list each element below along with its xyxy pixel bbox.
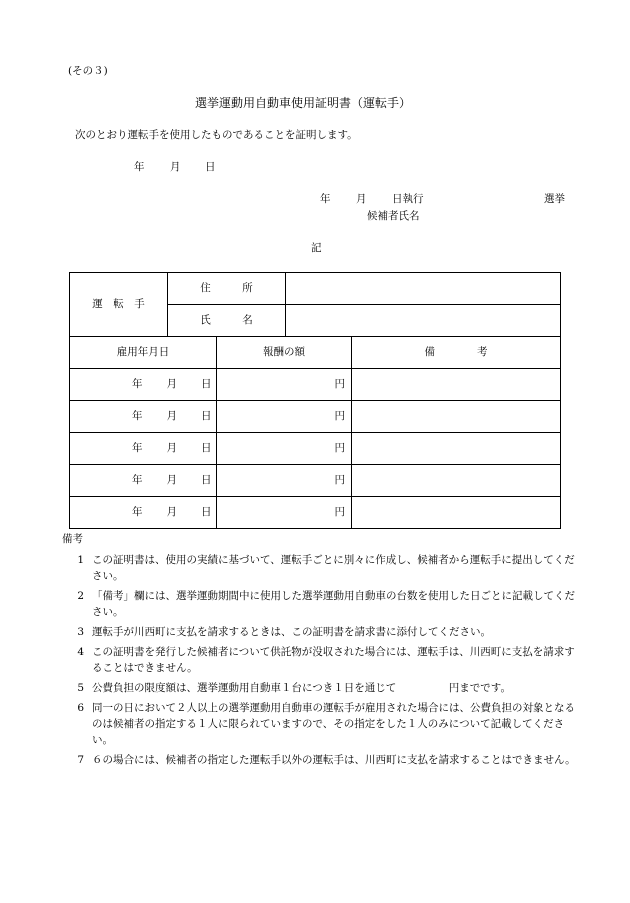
employment-date-cell[interactable] (70, 401, 217, 433)
remarks-cell[interactable] (352, 401, 561, 433)
note-item (62, 624, 582, 640)
document-title: 選挙運動用自動車使用証明書（運転手） (195, 96, 412, 110)
employment-date-cell[interactable] (70, 465, 217, 497)
remuneration-cell[interactable]: 円 (217, 369, 352, 401)
note-text: 「備考」欄には、選挙運動期間中に使用した選挙運動用自動車の台数を使用した日ごとに記載してください。 (92, 590, 575, 618)
note-item (62, 644, 582, 676)
note-text: 公費負担の限度額は、選挙運動用自動車１台につき１日を通じて 円までです。 (92, 682, 511, 694)
note-number: 3 (77, 626, 84, 638)
issue-month: 月 (170, 161, 181, 173)
driver-table (69, 272, 561, 337)
note-number: 7 (77, 754, 84, 766)
note-text: この証明書を発行した候補者について供託物が没収された場合には、運転手は、川西町に支払を請求することはできません。 (92, 646, 575, 674)
election-label: 選挙 (544, 193, 565, 205)
ki-mark: 記 (311, 242, 322, 254)
row-month: 月 (166, 506, 177, 519)
name-label: 氏 名 (168, 305, 286, 337)
name-field[interactable] (286, 305, 561, 337)
notes-heading: 備考 (62, 533, 83, 545)
remarks-cell[interactable] (352, 465, 561, 497)
note-text: 運転手が川西町に支払を請求するときは、この証明書を請求書に添付してください。 (92, 626, 491, 638)
employment-record-table (69, 336, 561, 529)
row-month: 月 (166, 474, 177, 487)
address-field[interactable] (286, 273, 561, 305)
row-month: 月 (166, 378, 177, 391)
note-item (62, 752, 582, 768)
note-item (62, 700, 582, 748)
row-month: 月 (166, 442, 177, 455)
remarks-cell[interactable] (352, 497, 561, 529)
table-row (70, 369, 561, 401)
table-row (70, 465, 561, 497)
row-year: 年 (132, 474, 143, 487)
certification-statement: 次のとおり運転手を使用したものであることを証明します。 (75, 129, 358, 141)
header-remarks: 備 考 (352, 337, 561, 369)
row-day: 日 (201, 506, 212, 519)
employment-date-cell[interactable] (70, 433, 217, 465)
candidate-name-label: 候補者氏名 (367, 210, 420, 222)
header-employment-date: 雇用年月日 (70, 337, 217, 369)
note-text: 同一の日において２人以上の選挙運動用自動車の運転手が雇用された場合には、公費負担の対象となるのは候補者の指定する１人に限られていますので、その指定をした１人のみについて記載してください。 (92, 702, 575, 746)
remuneration-cell[interactable]: 円 (217, 401, 352, 433)
note-number: 4 (77, 646, 84, 658)
remarks-cell[interactable] (352, 369, 561, 401)
table-row (70, 497, 561, 529)
driver-label: 運 転 手 (70, 273, 168, 337)
row-year: 年 (132, 442, 143, 455)
form-number: (その３) (68, 65, 108, 77)
election-year: 年 (320, 193, 331, 205)
employment-date-cell[interactable] (70, 497, 217, 529)
election-month: 月 (356, 193, 367, 205)
note-number: 2 (77, 590, 84, 602)
remuneration-cell[interactable]: 円 (217, 497, 352, 529)
row-day: 日 (201, 442, 212, 455)
remuneration-cell[interactable]: 円 (217, 433, 352, 465)
issue-year: 年 (134, 161, 145, 173)
row-month: 月 (166, 410, 177, 423)
row-year: 年 (132, 410, 143, 423)
note-item (62, 588, 582, 620)
note-text: ６の場合には、候補者の指定した運転手以外の運転手は、川西町に支払を請求することはできません。 (92, 754, 576, 766)
table-row (70, 433, 561, 465)
row-day: 日 (201, 474, 212, 487)
header-remuneration: 報酬の額 (217, 337, 352, 369)
row-year: 年 (132, 378, 143, 391)
note-number: 6 (77, 702, 84, 714)
election-day-executed: 日執行 (392, 193, 424, 205)
notes-section (62, 531, 582, 772)
note-text: この証明書は、使用の実績に基づいて、運転手ごとに別々に作成し、候補者から運転手に提出してください。 (92, 554, 575, 582)
row-day: 日 (201, 378, 212, 391)
remarks-cell[interactable] (352, 433, 561, 465)
employment-date-cell[interactable] (70, 369, 217, 401)
issue-day: 日 (205, 161, 216, 173)
note-item (62, 680, 582, 696)
note-number: 5 (77, 682, 84, 694)
row-year: 年 (132, 506, 143, 519)
row-day: 日 (201, 410, 212, 423)
remuneration-cell[interactable]: 円 (217, 465, 352, 497)
note-number: 1 (77, 554, 84, 566)
table-row (70, 401, 561, 433)
address-label: 住 所 (168, 273, 286, 305)
note-item (62, 552, 582, 584)
